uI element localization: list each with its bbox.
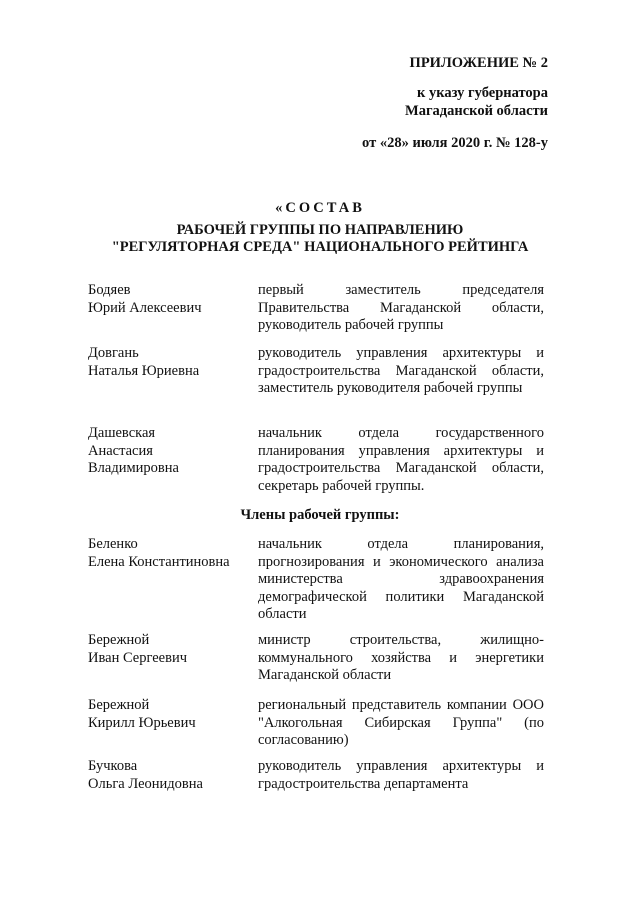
surname: Бережной (88, 697, 150, 713)
surname: Бучкова (88, 758, 138, 774)
document-heading-sostav: «СОСТАВ (275, 200, 365, 216)
person-name (88, 536, 258, 571)
person-role: руководитель управления архитектуры и градостроительства Магаданской области, заместитель руководителя рабочей группы (258, 345, 544, 396)
members-heading: Члены рабочей группы: (240, 507, 400, 523)
given-names-2: Владимировна (88, 460, 179, 476)
person-name (88, 697, 258, 732)
given-names: Юрий Алексеевич (88, 299, 202, 316)
person-name (88, 425, 258, 478)
appendix-title: ПРИЛОЖЕНИЕ № 2 (409, 55, 548, 71)
appendix-block (362, 54, 548, 152)
appendix-line-2: Магаданской области (405, 103, 548, 119)
person-role: начальник отдела планирования, прогнозирования и экономического анализа министерства здравоохранения демографической политики Магаданской области (258, 536, 544, 622)
surname: Бережной (88, 632, 150, 648)
surname: Довгань (88, 345, 139, 361)
given-names: Иван Сергеевич (88, 649, 188, 666)
person-name (88, 632, 258, 667)
person-role: министр строительства, жилищно-коммунального хозяйства и энергетики Магаданской области (258, 632, 544, 683)
person-name (88, 758, 258, 793)
given-names: Кирилл Юрьевич (88, 714, 196, 731)
surname: Дашевская (88, 425, 156, 441)
person-role: региональный представитель компании ООО "Алкогольная Сибирская Группа" (по согласованию) (258, 697, 544, 748)
given-names: Наталья Юриевна (88, 362, 200, 379)
surname: Беленко (88, 536, 138, 552)
person-name (88, 282, 258, 317)
person-role: руководитель управления архитектуры и градостроительства департамента (258, 758, 544, 792)
person-name (88, 345, 258, 380)
surname: Бодяев (88, 282, 131, 298)
given-names-1: Анастасия (88, 442, 153, 459)
given-names: Елена Константиновна (88, 553, 230, 570)
given-names: Ольга Леонидовна (88, 775, 203, 792)
person-role: начальник отдела государственного планирования управления архитектуры и градостроительства Магаданской области, секретарь рабочей группы. (258, 425, 544, 494)
appendix-date: от «28» июля 2020 г. № 128-у (362, 135, 548, 151)
heading-line-2: "РЕГУЛЯТОРНАЯ СРЕДА" НАЦИОНАЛЬНОГО РЕЙТИНГА (111, 239, 529, 255)
person-role: первый заместитель председателя Правительства Магаданской области, руководитель рабочей группы (258, 282, 544, 333)
appendix-line-1: к указу губернатора (417, 85, 548, 101)
document-heading-subtitle (0, 222, 640, 256)
heading-line-1: РАБОЧЕЙ ГРУППЫ ПО НАПРАВЛЕНИЮ (176, 222, 464, 238)
